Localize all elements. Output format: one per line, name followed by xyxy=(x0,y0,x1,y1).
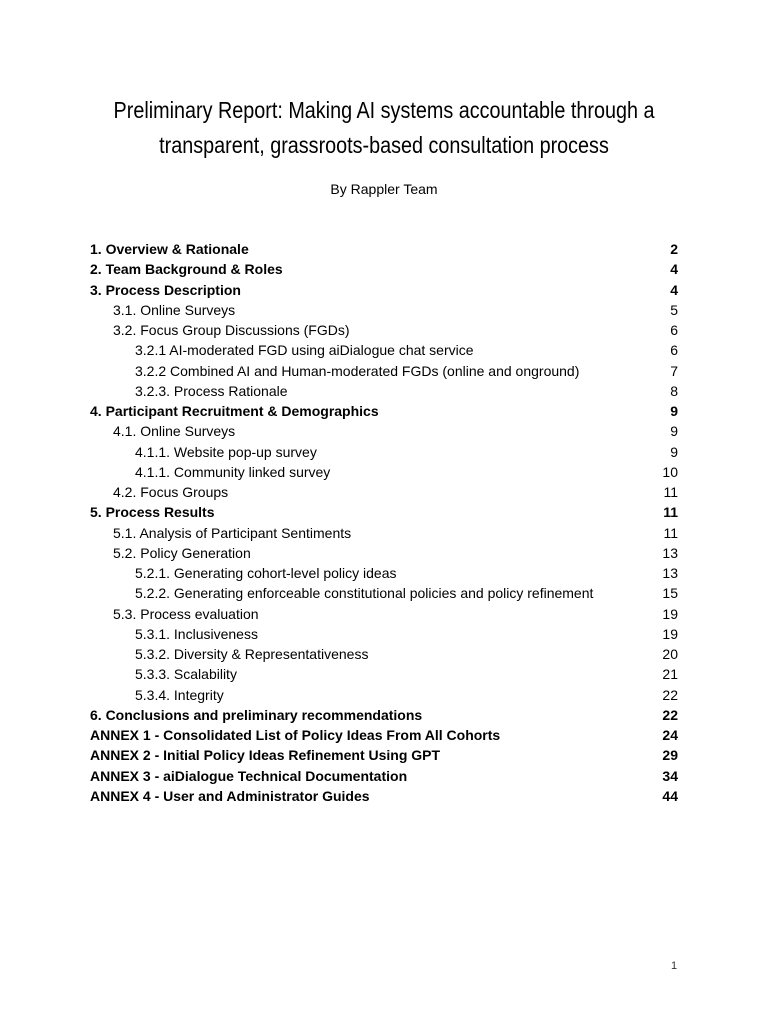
toc-entry-title: 5.2.2. Generating enforceable constitutional policies and policy refinement xyxy=(135,585,594,602)
toc-entry-page: 5 xyxy=(670,301,678,318)
document-title xyxy=(54,93,714,163)
toc-entry[interactable] xyxy=(90,502,678,522)
toc-entry[interactable] xyxy=(90,523,678,543)
toc-entry-title: 3.2. Focus Group Discussions (FGDs) xyxy=(113,322,350,338)
toc-entry[interactable] xyxy=(90,745,678,765)
toc-entry-title: 5. Process Results xyxy=(90,504,215,521)
toc-entry-title: 3.1. Online Surveys xyxy=(113,301,236,318)
toc-entry-page: 19 xyxy=(662,625,678,642)
toc-entry-page: 34 xyxy=(662,767,678,784)
toc-entry-page: 10 xyxy=(662,463,678,480)
toc-entry-title: 4.1. Online Surveys xyxy=(113,423,236,440)
toc-entry[interactable] xyxy=(90,583,678,603)
title-line-2: transparent, grassroots-based consultation process xyxy=(159,132,609,158)
toc-entry-page: 24 xyxy=(662,727,678,743)
toc-entry[interactable] xyxy=(90,482,678,502)
toc-entry-page: 11 xyxy=(663,524,678,541)
toc-entry[interactable] xyxy=(90,239,678,259)
toc-entry[interactable] xyxy=(90,401,678,421)
toc-entry-title: 3.2.3. Process Rationale xyxy=(135,382,288,399)
toc-entry-title: 5.3.2. Diversity & Representativeness xyxy=(135,646,369,662)
toc-entry[interactable] xyxy=(90,725,678,745)
toc-entry-title: ANNEX 4 - User and Administrator Guides xyxy=(90,787,370,804)
toc-entry[interactable] xyxy=(90,442,678,462)
toc-entry-title: 5.3.4. Integrity xyxy=(135,686,224,703)
toc-entry-page: 9 xyxy=(670,443,678,460)
toc-entry-page: 15 xyxy=(662,585,678,602)
toc-entry-title: ANNEX 2 - Initial Policy Ideas Refinement Using GPT xyxy=(90,747,441,764)
toc-entry-page: 13 xyxy=(662,544,678,561)
toc-entry[interactable] xyxy=(90,462,678,482)
toc-entry[interactable] xyxy=(90,664,678,684)
toc-entry[interactable] xyxy=(90,604,678,624)
toc-entry-title: ANNEX 1 - Consolidated List of Policy Ideas From All Cohorts xyxy=(90,727,501,743)
toc-entry[interactable] xyxy=(90,361,678,381)
toc-entry[interactable] xyxy=(90,320,678,340)
toc-entry-title: 4.2. Focus Groups xyxy=(113,484,229,500)
toc-entry-title: 2. Team Background & Roles xyxy=(90,261,283,278)
toc-entry[interactable] xyxy=(90,563,678,583)
toc-entry-page: 44 xyxy=(662,787,678,804)
toc-entry[interactable] xyxy=(90,624,678,644)
toc-entry-page: 6 xyxy=(670,342,678,359)
toc-entry-page: 6 xyxy=(670,322,678,338)
toc-entry[interactable] xyxy=(90,786,678,806)
toc-entry[interactable] xyxy=(90,543,678,563)
toc-entry-page: 13 xyxy=(662,565,678,581)
toc-entry-page: 7 xyxy=(670,362,678,379)
toc-entry[interactable] xyxy=(90,381,678,401)
toc-entry-title: 4.1.1. Website pop-up survey xyxy=(135,443,317,460)
author-byline: By Rappler Team xyxy=(330,181,438,197)
toc-entry-title: 3. Process Description xyxy=(90,281,241,298)
toc-entry[interactable] xyxy=(90,300,678,320)
toc-entry-page: 11 xyxy=(663,504,678,521)
toc-entry-title: ANNEX 3 - aiDialogue Technical Documentation xyxy=(90,767,408,784)
toc-entry-page: 8 xyxy=(670,382,678,399)
toc-entry[interactable] xyxy=(90,259,678,279)
toc-entry-title: 3.2.2 Combined AI and Human-moderated FGDs (online and onground) xyxy=(135,362,580,379)
toc-entry-page: 21 xyxy=(662,666,678,683)
toc-entry-title: 4. Participant Recruitment & Demographics xyxy=(90,403,379,419)
toc-entry[interactable] xyxy=(90,766,678,786)
toc-entry-page: 22 xyxy=(662,706,678,723)
toc-entry-title: 4.1.1. Community linked survey xyxy=(135,463,331,480)
toc-entry-title: 3.2.1 AI-moderated FGD using aiDialogue chat service xyxy=(135,342,474,359)
table-of-contents xyxy=(90,239,678,806)
toc-entry-title: 6. Conclusions and preliminary recommendations xyxy=(90,706,423,723)
toc-entry-page: 4 xyxy=(670,281,678,298)
toc-entry-page: 9 xyxy=(670,423,678,440)
toc-entry-title: 1. Overview & Rationale xyxy=(90,241,249,257)
toc-entry[interactable] xyxy=(90,340,678,360)
toc-entry-title: 5.3.3. Scalability xyxy=(135,666,237,683)
toc-entry-title: 5.2.1. Generating cohort-level policy ideas xyxy=(135,565,397,581)
toc-entry[interactable] xyxy=(90,685,678,705)
toc-entry-title: 5.3. Process evaluation xyxy=(113,605,259,622)
toc-entry-page: 20 xyxy=(662,646,678,662)
toc-entry[interactable] xyxy=(90,280,678,300)
toc-entry-title: 5.2. Policy Generation xyxy=(113,544,251,561)
toc-entry-page: 19 xyxy=(662,605,678,622)
title-line-1: Preliminary Report: Making AI systems accountable through a xyxy=(113,97,655,123)
toc-entry-page: 29 xyxy=(662,747,678,764)
toc-entry-page: 22 xyxy=(662,686,678,703)
toc-entry[interactable] xyxy=(90,644,678,664)
toc-entry-page: 9 xyxy=(670,403,678,419)
toc-entry[interactable] xyxy=(90,705,678,725)
toc-entry[interactable] xyxy=(90,421,678,441)
page-number: 1 xyxy=(671,960,678,972)
toc-entry-page: 11 xyxy=(663,484,678,500)
toc-entry-page: 2 xyxy=(670,241,678,257)
toc-entry-page: 4 xyxy=(670,261,678,278)
toc-entry-title: 5.1. Analysis of Participant Sentiments xyxy=(113,524,352,541)
toc-entry-title: 5.3.1. Inclusiveness xyxy=(135,625,258,642)
